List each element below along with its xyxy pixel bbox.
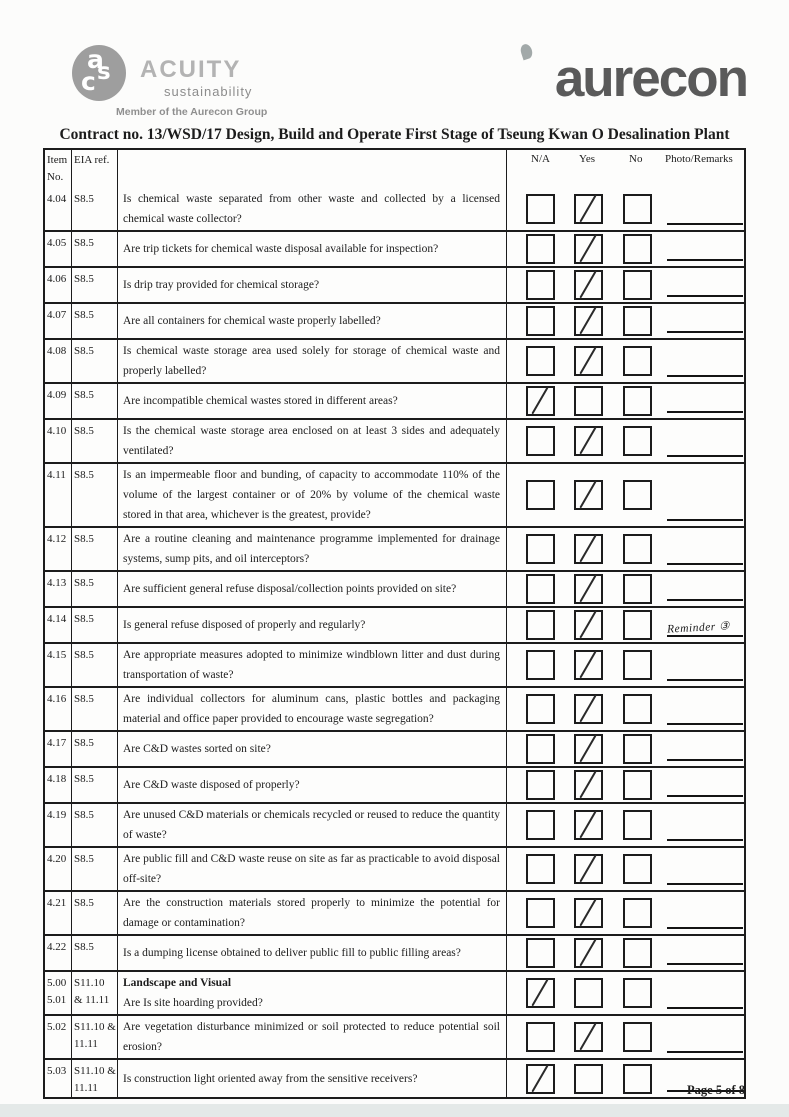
checkbox-no [623, 650, 652, 680]
checkbox-yes-checked [574, 234, 603, 264]
eia-ref: S8.5 [74, 345, 94, 357]
checkbox-no [623, 734, 652, 764]
checkbox-no [623, 480, 652, 510]
item-no-cell [45, 848, 72, 890]
eia-ref-cell [72, 572, 118, 606]
answer-cell [507, 572, 744, 606]
eia-ref: S8.5 [74, 309, 94, 321]
question-text: Are individual collectors for aluminum cans, plastic bottles and packaging material and office paper provided to encourage waste segregation? [123, 693, 500, 725]
eia-ref: S8.5 [74, 533, 94, 545]
table-body [45, 188, 744, 1097]
eia-ref-cell [72, 892, 118, 934]
question-cell [118, 464, 507, 526]
question-cell [118, 1060, 507, 1097]
remarks-line [667, 295, 743, 297]
question-text: Are appropriate measures adopted to minimize windblown litter and dust during transportation of waste? [123, 649, 500, 681]
question-text: Are C&D waste disposed of properly? [123, 779, 300, 791]
item-no-cell [45, 644, 72, 686]
question-cell [118, 732, 507, 766]
aurecon-logo [517, 44, 747, 114]
eia-ref: S8.5 [74, 809, 94, 821]
checkbox-yes [574, 386, 603, 416]
checkbox-no [623, 234, 652, 264]
table-row [45, 606, 744, 642]
page-number: Page 5 of 8 [687, 1083, 745, 1097]
table-row [45, 802, 744, 846]
item-no: 5.00 [47, 977, 67, 989]
item-no-cell [45, 768, 72, 802]
header-remarks: Photo/Remarks [665, 153, 733, 165]
item-no: 4.14 [47, 613, 67, 625]
eia-ref-cell [72, 936, 118, 970]
item-no: 4.11 [47, 469, 66, 481]
item-no: 4.21 [47, 897, 67, 909]
item-no-cell [45, 384, 72, 418]
question-text: Are all containers for chemical waste properly labelled? [123, 315, 381, 327]
section-heading: Landscape and Visual [123, 977, 232, 989]
checkbox-na [526, 534, 555, 564]
eia-ref: S8.5 [74, 737, 94, 749]
answer-cell [507, 768, 744, 802]
item-no: 4.04 [47, 193, 67, 205]
checkbox-no [623, 346, 652, 376]
eia-ref: S8.5 [74, 853, 94, 865]
answer-cell [507, 528, 744, 570]
remarks-line [667, 375, 743, 377]
checkbox-yes-checked [574, 610, 603, 640]
eia-ref: 11.11 [74, 1038, 98, 1050]
header-answers [507, 150, 744, 188]
item-no: 4.22 [47, 941, 67, 953]
question-text: Is chemical waste separated from other waste and collected by a licensed chemical waste collector? [123, 193, 500, 225]
table-row [45, 462, 744, 526]
item-no-cell [45, 340, 72, 382]
question-text: Are trip tickets for chemical waste disposal available for inspection? [123, 243, 439, 255]
checkbox-no [623, 810, 652, 840]
item-no: 4.05 [47, 237, 67, 249]
question-text: Is a dumping license obtained to deliver public fill to public filling areas? [123, 947, 461, 959]
checkbox-na [526, 854, 555, 884]
remarks-line [667, 1007, 743, 1009]
acuity-logo [60, 40, 280, 122]
remarks-line [667, 455, 743, 457]
item-no-cell [45, 528, 72, 570]
question-cell [118, 972, 507, 1014]
monogram-letter: s [97, 59, 111, 85]
remarks-line [667, 723, 743, 725]
checkbox-na [526, 898, 555, 928]
checkbox-no [623, 574, 652, 604]
question-cell [118, 528, 507, 570]
remarks-line [666, 620, 743, 637]
checkbox-no [623, 386, 652, 416]
question-text: Are the construction materials stored properly to minimize the potential for damage or contamination? [123, 897, 500, 929]
checkbox-yes-checked [574, 534, 603, 564]
item-no: 4.07 [47, 309, 67, 321]
checkbox-no [623, 938, 652, 968]
item-no-cell [45, 304, 72, 338]
question-cell [118, 188, 507, 230]
table-row [45, 266, 744, 302]
item-no: 4.13 [47, 577, 67, 589]
item-no: 4.19 [47, 809, 67, 821]
checkbox-no [623, 534, 652, 564]
remarks-line [667, 411, 743, 413]
answer-cell [507, 188, 744, 230]
eia-ref: S8.5 [74, 649, 94, 661]
table-row [45, 188, 744, 230]
answer-cell [507, 340, 744, 382]
question-text: Are unused C&D materials or chemicals recycled or reused to reduce the quantity of waste? [123, 809, 500, 841]
table-row [45, 890, 744, 934]
table-row [45, 338, 744, 382]
answer-cell [507, 972, 744, 1014]
checkbox-yes-checked [574, 694, 603, 724]
checkbox-na [526, 194, 555, 224]
header-yes: Yes [579, 153, 596, 165]
eia-ref: S8.5 [74, 469, 94, 481]
table-row [45, 730, 744, 766]
eia-ref-cell [72, 232, 118, 266]
answer-cell [507, 644, 744, 686]
checkbox-yes-checked [574, 938, 603, 968]
header-na: N/A [531, 153, 550, 165]
question-text: Is general refuse disposed of properly and regularly? [123, 619, 366, 631]
eia-ref: S11.10 & [74, 1065, 116, 1077]
checkbox-no [623, 978, 652, 1008]
eia-ref: S8.5 [74, 425, 94, 437]
item-no: 4.16 [47, 693, 67, 705]
checkbox-yes [574, 978, 603, 1008]
question-text: Are C&D wastes sorted on site? [123, 743, 271, 755]
header-item-line2: No. [47, 171, 64, 183]
checkbox-no [623, 194, 652, 224]
checkbox-no [623, 770, 652, 800]
checkbox-na [526, 694, 555, 724]
eia-ref: S11.10 & [74, 1021, 116, 1033]
question-cell [118, 804, 507, 846]
answer-cell [507, 804, 744, 846]
question-cell [118, 688, 507, 730]
item-no: 4.12 [47, 533, 67, 545]
question-text: Are Is site hoarding provided? [123, 997, 263, 1009]
checkbox-na [526, 574, 555, 604]
item-no-cell [45, 936, 72, 970]
remarks-line [667, 599, 743, 601]
eia-ref: S8.5 [74, 613, 94, 625]
page-title: Contract no. 13/WSD/17 Design, Build and Operate First Stage of Tseung Kwan O Desalination Plant [59, 126, 730, 143]
remarks-line [667, 759, 743, 761]
item-no: 4.09 [47, 389, 67, 401]
question-cell [118, 936, 507, 970]
answer-cell [507, 936, 744, 970]
question-cell [118, 420, 507, 462]
eia-ref: S8.5 [74, 773, 94, 785]
checkbox-no [623, 610, 652, 640]
table-row [45, 302, 744, 338]
checkbox-na [526, 270, 555, 300]
question-cell [118, 608, 507, 642]
checkbox-na-checked [526, 978, 555, 1008]
checkbox-na [526, 480, 555, 510]
answer-cell [507, 420, 744, 462]
eia-ref: S8.5 [74, 389, 94, 401]
question-cell [118, 232, 507, 266]
question-text: Is chemical waste storage area used solely for storage of chemical waste and properly labelled? [123, 345, 500, 377]
checkbox-yes-checked [574, 270, 603, 300]
header-no: No [629, 153, 643, 165]
remarks-line [667, 223, 743, 225]
checkbox-yes-checked [574, 1022, 603, 1052]
item-no: 4.08 [47, 345, 67, 357]
question-text: Is construction light oriented away from the sensitive receivers? [123, 1072, 418, 1085]
answer-cell [507, 688, 744, 730]
answer-cell [507, 848, 744, 890]
eia-ref-cell [72, 420, 118, 462]
item-no: 4.10 [47, 425, 67, 437]
aurecon-leaf-icon [519, 43, 534, 61]
question-text: Are incompatible chemical wastes stored in different areas? [123, 395, 398, 407]
question-text: Are public fill and C&D waste reuse on site as far as practicable to avoid disposal off-site? [123, 853, 500, 885]
header-item-no [45, 150, 72, 188]
question-cell [118, 572, 507, 606]
checkbox-no [623, 1022, 652, 1052]
remarks-line [667, 795, 743, 797]
table-row [45, 766, 744, 802]
answer-cell [507, 304, 744, 338]
acuity-member-line: Member of the Aurecon Group [116, 106, 268, 118]
question-cell [118, 892, 507, 934]
checkbox-na [526, 734, 555, 764]
question-cell [118, 768, 507, 802]
question-text: Are vegetation disturbance minimized or soil protected to reduce potential soil erosion? [123, 1021, 500, 1053]
checkbox-yes-checked [574, 770, 603, 800]
table-row [45, 1058, 744, 1097]
item-no: 4.15 [47, 649, 67, 661]
question-text: Is drip tray provided for chemical storage? [123, 279, 320, 291]
remarks-line [667, 883, 743, 885]
header-item-line1: Item [47, 154, 68, 166]
question-cell [118, 1016, 507, 1058]
eia-ref: S8.5 [74, 237, 94, 249]
table-row [45, 382, 744, 418]
table-row [45, 934, 744, 970]
header-question [118, 150, 507, 188]
item-no-cell [45, 804, 72, 846]
question-cell [118, 848, 507, 890]
acuity-tagline: sustainability [164, 84, 253, 99]
checkbox-yes-checked [574, 854, 603, 884]
table-row [45, 418, 744, 462]
table-row [45, 686, 744, 730]
item-no-cell [45, 1060, 72, 1097]
checkbox-yes-checked [574, 898, 603, 928]
checklist-table [43, 148, 746, 1099]
checkbox-no [623, 898, 652, 928]
remarks-line [667, 519, 743, 521]
table-row [45, 846, 744, 890]
checkbox-yes-checked [574, 574, 603, 604]
answer-cell [507, 892, 744, 934]
item-no: 4.06 [47, 273, 67, 285]
remarks-line [667, 927, 743, 929]
checkbox-yes-checked [574, 194, 603, 224]
eia-ref: & 11.11 [74, 994, 110, 1006]
answer-cell [507, 464, 744, 526]
eia-ref-cell [72, 688, 118, 730]
item-no-cell [45, 572, 72, 606]
checkbox-no [623, 854, 652, 884]
remarks-line [667, 259, 743, 261]
scan-bottom-band [0, 1104, 789, 1117]
question-text: Is the chemical waste storage area enclosed on at least 3 sides and adequately ventilated? [123, 425, 500, 457]
checkbox-na-checked [526, 386, 555, 416]
eia-ref: S8.5 [74, 941, 94, 953]
eia-ref-cell [72, 1060, 118, 1097]
checkbox-yes-checked [574, 306, 603, 336]
item-no-cell [45, 892, 72, 934]
answer-cell [507, 608, 744, 642]
item-no-cell [45, 464, 72, 526]
item-no-cell [45, 268, 72, 302]
eia-ref-cell [72, 972, 118, 1014]
acs-monogram-icon [72, 45, 126, 101]
eia-ref-cell [72, 384, 118, 418]
remarks-line [667, 1051, 743, 1053]
item-no-cell [45, 608, 72, 642]
checkbox-yes [574, 1064, 603, 1094]
item-no-cell [45, 1016, 72, 1058]
remarks-line [667, 679, 743, 681]
checkbox-no [623, 270, 652, 300]
eia-ref: S8.5 [74, 273, 94, 285]
header-eia-ref: EIA ref. [72, 150, 118, 188]
item-no-cell [45, 732, 72, 766]
monogram-letter: a [87, 45, 104, 74]
checkbox-na [526, 346, 555, 376]
remarks-line [667, 331, 743, 333]
item-no: 4.18 [47, 773, 67, 785]
table-row [45, 526, 744, 570]
checkbox-na [526, 810, 555, 840]
answer-cell [507, 732, 744, 766]
checkbox-no [623, 426, 652, 456]
acuity-wordmark: ACUITY [140, 56, 242, 83]
checkbox-no [623, 306, 652, 336]
table-row [45, 642, 744, 686]
item-no: 4.20 [47, 853, 67, 865]
item-no: 5.03 [47, 1065, 67, 1077]
eia-ref-cell [72, 340, 118, 382]
eia-ref-cell [72, 608, 118, 642]
eia-ref-cell [72, 848, 118, 890]
table-row [45, 1014, 744, 1058]
eia-ref-cell [72, 644, 118, 686]
checkbox-yes-checked [574, 480, 603, 510]
checkbox-na [526, 234, 555, 264]
question-cell [118, 340, 507, 382]
checkbox-no [623, 1064, 652, 1094]
checkbox-na [526, 1022, 555, 1052]
answer-cell [507, 232, 744, 266]
eia-ref: S8.5 [74, 193, 94, 205]
eia-ref-cell [72, 188, 118, 230]
eia-ref-cell [72, 768, 118, 802]
remarks-line [667, 963, 743, 965]
checkbox-no [623, 694, 652, 724]
question-text: Are a routine cleaning and maintenance programme implemented for drainage systems, sump pits, and oil interceptors? [123, 533, 500, 565]
answer-cell [507, 268, 744, 302]
checkbox-na [526, 938, 555, 968]
question-cell [118, 644, 507, 686]
eia-ref-cell [72, 304, 118, 338]
checkbox-yes-checked [574, 650, 603, 680]
question-cell [118, 384, 507, 418]
eia-ref-cell [72, 732, 118, 766]
item-no: 5.02 [47, 1021, 67, 1033]
checkbox-yes-checked [574, 734, 603, 764]
checkbox-na [526, 650, 555, 680]
eia-ref-cell [72, 464, 118, 526]
remarks-line [667, 563, 743, 565]
item-no: 5.01 [47, 994, 67, 1006]
eia-ref-cell [72, 268, 118, 302]
eia-ref: S11.10 [74, 977, 105, 989]
item-no-cell [45, 688, 72, 730]
checkbox-na [526, 306, 555, 336]
checkbox-na [526, 426, 555, 456]
checkbox-na-checked [526, 1064, 555, 1094]
checkbox-na [526, 770, 555, 800]
eia-ref-cell [72, 1016, 118, 1058]
answer-cell [507, 384, 744, 418]
eia-ref-cell [72, 528, 118, 570]
item-no-cell [45, 972, 72, 1014]
question-cell [118, 304, 507, 338]
table-row [45, 570, 744, 606]
item-no-cell [45, 232, 72, 266]
checkbox-yes-checked [574, 346, 603, 376]
answer-cell [507, 1016, 744, 1058]
item-no-cell [45, 420, 72, 462]
aurecon-wordmark: aurecon [554, 49, 747, 108]
remarks-line [667, 839, 743, 841]
checkbox-na [526, 610, 555, 640]
eia-ref-cell [72, 804, 118, 846]
table-header [45, 150, 744, 188]
table-row [45, 970, 744, 1014]
eia-ref: 11.11 [74, 1082, 98, 1094]
handwritten-remark: Reminder ③ [666, 620, 731, 636]
question-text: Are sufficient general refuse disposal/collection points provided on site? [123, 583, 457, 595]
item-no: 4.17 [47, 737, 67, 749]
monogram-letter: c [81, 67, 96, 96]
table-row [45, 230, 744, 266]
checkbox-yes-checked [574, 810, 603, 840]
eia-ref: S8.5 [74, 577, 94, 589]
question-text: Is an impermeable floor and bunding, of capacity to accommodate 110% of the volume of the largest container or of 20% by volume of the chemical waste stored in that area, whichever is the greatest, provide? [123, 469, 500, 521]
checkbox-yes-checked [574, 426, 603, 456]
eia-ref: S8.5 [74, 693, 94, 705]
item-no-cell [45, 188, 72, 230]
eia-ref: S8.5 [74, 897, 94, 909]
question-cell [118, 268, 507, 302]
